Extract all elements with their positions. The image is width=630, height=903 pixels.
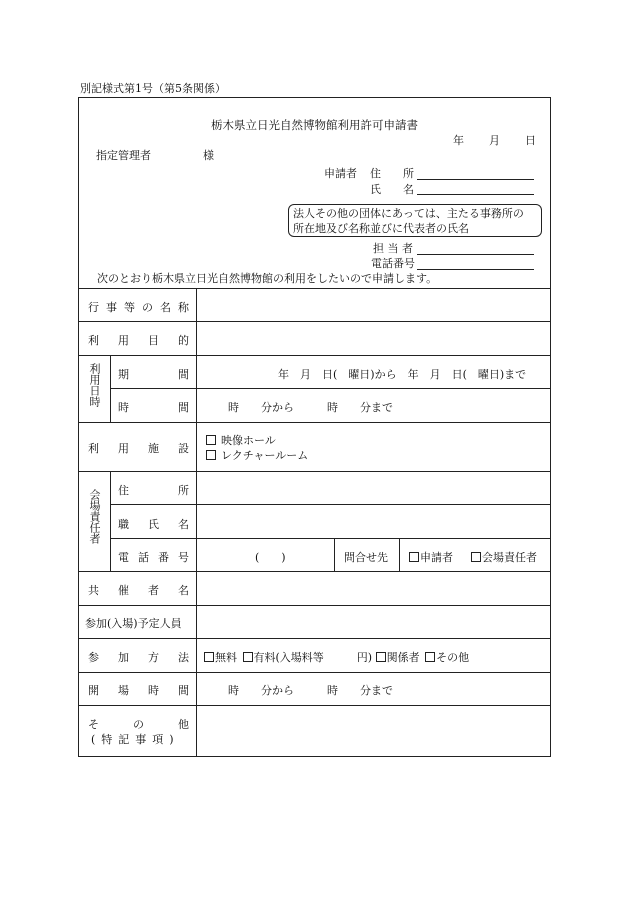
facility-option-lecture-room[interactable]: レクチャールーム xyxy=(206,447,308,463)
inquiry-option-applicant[interactable]: 申請者 xyxy=(409,549,453,565)
time-value[interactable]: 時 分から 時 分まで xyxy=(228,401,393,414)
inquiry-label: 問合せ先 xyxy=(344,551,388,564)
vm-name-label: 職 氏 名 xyxy=(118,518,189,531)
checkbox[interactable] xyxy=(471,552,481,562)
checkbox[interactable] xyxy=(206,450,216,460)
event-name-label: 行 事 等 の 名 称 xyxy=(88,301,189,314)
period-value[interactable]: 年 月 日( 曜日)から 年 月 日( 曜日)まで xyxy=(278,368,527,381)
co-sponsor-field[interactable] xyxy=(197,572,549,604)
participation-option-free[interactable]: 無料 xyxy=(204,651,237,664)
checkbox[interactable] xyxy=(243,652,253,662)
checkbox[interactable] xyxy=(204,652,214,662)
co-sponsor-label: 共 催 者 名 xyxy=(88,584,189,597)
date-year: 年 xyxy=(453,134,464,147)
purpose-field[interactable] xyxy=(197,322,549,354)
time-label: 時 間 xyxy=(118,401,189,414)
addressee-label: 指定管理者 xyxy=(96,149,151,162)
applicant-address-field[interactable] xyxy=(417,179,534,180)
date-month: 月 xyxy=(489,134,500,147)
participation-options xyxy=(204,649,469,665)
date-day: 日 xyxy=(525,134,536,147)
participation-option-other[interactable]: その他 xyxy=(425,651,469,664)
vm-name-field[interactable] xyxy=(197,505,549,537)
opening-time-value[interactable]: 時 分から 時 分まで xyxy=(228,684,393,697)
applicant-name-label: 氏 名 xyxy=(370,183,414,196)
opening-time-label: 開 場 時 間 xyxy=(88,684,189,697)
checkbox[interactable] xyxy=(425,652,435,662)
participation-option-related[interactable]: 関係者 xyxy=(376,651,420,664)
participation-method-label: 参 加 方 法 xyxy=(88,651,189,664)
checkbox[interactable] xyxy=(409,552,419,562)
application-intro: 次のとおり栃木県立日光自然博物館の利用をしたいので申請します。 xyxy=(97,272,438,285)
vm-phone-field[interactable]: ( ) xyxy=(255,551,286,564)
vm-address-field[interactable] xyxy=(197,472,549,504)
corporate-note-line1: 法人その他の団体にあっては、主たる事務所の xyxy=(293,207,524,220)
other-note: (特記事項) xyxy=(91,733,180,746)
contact-person-label: 担 当 者 xyxy=(373,242,413,255)
form-title: 栃木県立日光自然博物館利用許可申請書 xyxy=(211,118,418,132)
other-label: そ の 他 xyxy=(88,718,189,731)
contact-phone-label: 電話番号 xyxy=(371,257,415,270)
checkbox[interactable] xyxy=(206,435,216,445)
event-name-field[interactable] xyxy=(197,289,549,321)
contact-person-field[interactable] xyxy=(417,254,534,255)
expected-attendees-label: 参加(入場)予定人員 xyxy=(85,617,182,630)
facility-option-video-hall[interactable]: 映像ホール xyxy=(206,432,276,448)
checkbox[interactable] xyxy=(376,652,386,662)
inquiry-option-venue-manager[interactable]: 会場責任者 xyxy=(471,549,537,565)
corporate-note-line2: 所在地及び名称並びに代表者の氏名 xyxy=(293,222,469,235)
vm-address-label: 住 所 xyxy=(118,484,189,497)
venue-manager-group-label: 会場責任者 xyxy=(88,489,101,544)
facility-label: 利 用 施 設 xyxy=(88,442,189,455)
other-field[interactable] xyxy=(197,706,549,756)
form-number: 別記様式第1号（第5条関係） xyxy=(80,82,226,95)
application-form xyxy=(78,97,551,757)
period-label: 期 間 xyxy=(118,368,189,381)
expected-attendees-field[interactable] xyxy=(197,606,549,638)
applicant-label: 申請者 xyxy=(324,167,357,180)
vm-phone-label: 電 話 番 号 xyxy=(118,551,189,564)
participation-option-paid[interactable]: 有料(入場料等 円) xyxy=(243,651,373,664)
applicant-name-field[interactable] xyxy=(417,194,534,195)
applicant-address-label: 住 所 xyxy=(370,167,414,180)
addressee-suffix: 様 xyxy=(203,149,214,162)
purpose-label: 利 用 目 的 xyxy=(88,334,189,347)
use-datetime-group-label: 利用日時 xyxy=(88,363,101,407)
